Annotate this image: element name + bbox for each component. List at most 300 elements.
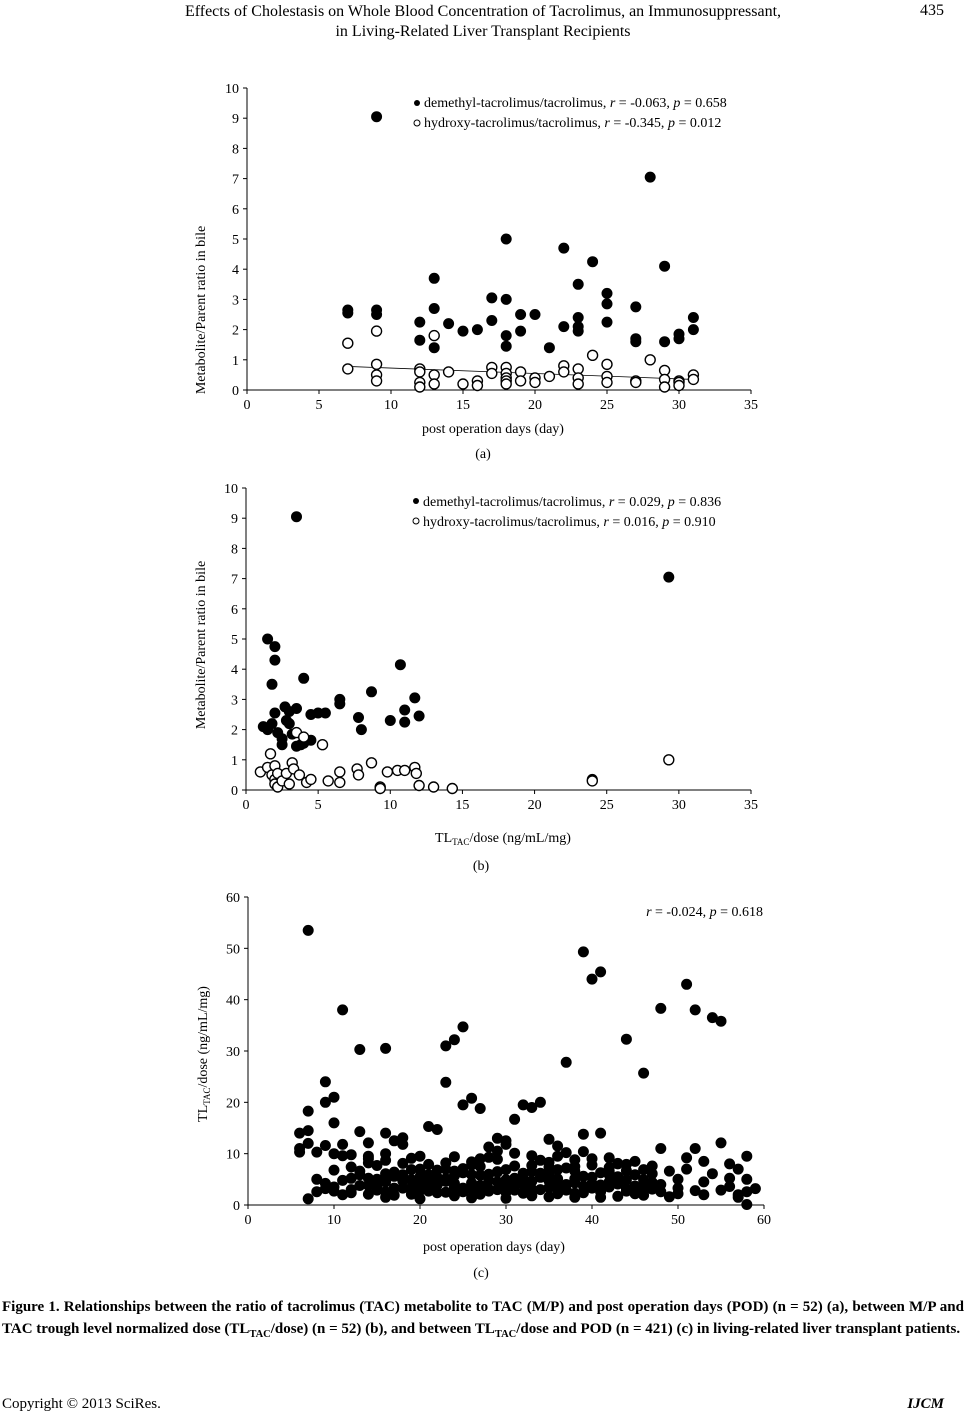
chart-c-point-filled (338, 1139, 348, 1149)
chart-c-point-filled (329, 1118, 339, 1128)
figure-caption: Figure 1. Relationships between the ratio of tacrolimus (TAC) metabolite to TAC (M/P) and post operation days (POD) (n = 52) (a), between M/P and TAC trough level normalized dose $(TL_{TAC}/dose) (n = 52)$ (b), and between $TL_{TAC}$/dose and POD (n = 421) (c) in living-related liver transplant patients. (2, 1299, 964, 1340)
chart-c-point-filled (707, 1169, 717, 1179)
chart-b-point-open (335, 767, 345, 777)
chart-b-ylabel-visible: Metabolite/Parent ratio in bile (194, 560, 209, 730)
chart-a-point-open (458, 379, 468, 389)
chart-c-point-filled (312, 1174, 322, 1184)
chart-a-point-filled (602, 299, 612, 309)
chart-c-ylabel: $TL_{TAC}$/dose (ng/mL/mg) (196, 986, 212, 1122)
chart-c-point-filled (501, 1139, 511, 1149)
chart-a-point-filled (530, 310, 540, 320)
chart-c-point-filled (544, 1192, 554, 1202)
chart-c-point-filled (449, 1191, 459, 1201)
chart-a-point-filled (544, 343, 554, 353)
chart-b-y-tick-label: 2 (231, 723, 238, 739)
chart-c-point-filled (596, 1192, 606, 1202)
chart-c-point-filled (656, 1144, 666, 1154)
chart-a-point-filled (487, 293, 497, 303)
chart-c-y-tick-label: 0 (233, 1199, 240, 1214)
chart-c-point-filled (449, 1035, 459, 1045)
chart-c-point-filled (346, 1173, 356, 1183)
chart-a-point-filled (429, 273, 439, 283)
chart-c-point-filled (381, 1128, 391, 1138)
chart-a-x-tick-label: 5 (315, 398, 323, 413)
chart-a-point-open (631, 377, 641, 387)
chart-b-x-tick-label: 25 (599, 798, 614, 813)
chart-c-point-filled (467, 1093, 477, 1103)
chart-a-point-filled (372, 310, 382, 320)
chart-c-point-filled (656, 1180, 666, 1190)
chart-b-point-filled (356, 725, 366, 735)
chart-c-point-filled (621, 1175, 631, 1185)
chart-b-point-open (411, 768, 421, 778)
chart-c-point-filled (742, 1187, 752, 1197)
chart-a-point-filled (660, 337, 670, 347)
chart-b-y-tick-label: 1 (231, 753, 238, 769)
chart-b-xlabel: $TL_{TAC}$/dose (ng/mL/mg) (435, 831, 571, 847)
chart-c-point-filled (363, 1181, 373, 1191)
chart-b-axes (224, 482, 758, 813)
chart-a-point-open (429, 331, 439, 341)
chart-c-x-tick-label: 10 (327, 1213, 341, 1228)
chart-a-point-filled (501, 331, 511, 341)
chart-b-point-filled (410, 693, 420, 703)
chart-b-point-filled (270, 642, 280, 652)
chart-a-point-open (602, 359, 612, 369)
chart-b-point-filled (263, 634, 273, 644)
chart-b-point-open (284, 779, 294, 789)
chart-c-point-filled (338, 1005, 348, 1015)
chart-b-point-filled (267, 679, 277, 689)
chart-c-point-filled (682, 1153, 692, 1163)
chart-a-ylabel: Metabolite/Parent ratio in bile (194, 225, 209, 395)
chart-c-y-tick-label: 30 (226, 1045, 240, 1060)
chart-c-point-filled (690, 1005, 700, 1015)
chart-c-point-filled (544, 1134, 554, 1144)
chart-c-point-filled (596, 1128, 606, 1138)
chart-c-point-filled (518, 1168, 528, 1178)
chart-c-point-filled (381, 1155, 391, 1165)
chart-a-point-open (660, 382, 670, 392)
chart-c-point-filled (682, 979, 692, 989)
chart-c-point-filled (329, 1186, 339, 1196)
chart-c-point-filled (406, 1153, 416, 1163)
chart-a-x-tick-label: 30 (672, 398, 686, 413)
chart-c-point-filled (467, 1160, 477, 1170)
chart-b-y-tick-label: 10 (224, 482, 238, 497)
chart-a-point-open (487, 368, 497, 378)
chart-c-point-filled (441, 1041, 451, 1051)
chart-c-y-tick-label: 20 (226, 1096, 240, 1112)
chart-c-xlabel: post operation days (day) (423, 1240, 565, 1255)
chart-a-point-open (343, 364, 353, 374)
chart-b-y-tick-label: 9 (231, 512, 238, 528)
legend-b-demethyl: demethyl-tacrolimus/tacrolimus, r = 0.029, p = 0.836 (423, 495, 722, 510)
chart-b-point-open (414, 781, 424, 791)
chart-c-point-filled (303, 1138, 313, 1148)
chart-c-point-filled (742, 1151, 752, 1161)
chart-c-point-filled (553, 1181, 563, 1191)
chart-b-point-open (318, 740, 328, 750)
chart-a-y-tick-label: 1 (232, 353, 239, 369)
chart-c-point-filled (690, 1144, 700, 1154)
chart-b-x-tick-label: 5 (314, 798, 322, 813)
chart-c-point-filled (501, 1175, 511, 1185)
chart-a-y-tick-label: 9 (232, 112, 239, 128)
chart-c-point-filled (441, 1164, 451, 1174)
chart-c-point-filled (467, 1170, 477, 1180)
chart-a-point-open (444, 367, 454, 377)
chart-b-point-filled (335, 699, 345, 709)
chart-a-panel-label: (a) (475, 447, 491, 462)
chart-c-x-tick-label: 0 (244, 1213, 252, 1228)
chart-c-point-filled (561, 1148, 571, 1158)
chart-b-y-tick-label: 6 (231, 602, 238, 618)
chart-c-point-filled (424, 1170, 434, 1180)
chart-c-point-filled (415, 1194, 425, 1204)
running-header (0, 2, 966, 42)
chart-a-point-filled (429, 343, 439, 353)
chart-c-point-filled (570, 1174, 580, 1184)
chart-b-point-filled (385, 716, 395, 726)
chart-a-point-filled (516, 326, 526, 336)
chart-a-point-filled (501, 294, 511, 304)
chart-c-point-filled (320, 1141, 330, 1151)
chart-c-point-filled (621, 1034, 631, 1044)
chart-c-point-filled (355, 1166, 365, 1176)
chart-c-point-filled (682, 1164, 692, 1174)
chart-b-point-open (375, 784, 385, 794)
chart-a-point-open (516, 376, 526, 386)
chart-c-point-filled (303, 1106, 313, 1116)
chart-b-y-tick-label: 5 (231, 633, 238, 648)
chart-a-point-open (372, 326, 382, 336)
chart-c-point-filled (458, 1022, 468, 1032)
chart-c-point-filled (346, 1185, 356, 1195)
chart-a-point-filled (415, 317, 425, 327)
chart-b-x-tick-label: 15 (455, 798, 470, 813)
chart-a-y-tick-label: 10 (225, 82, 239, 97)
chart-c-point-filled (725, 1159, 735, 1169)
chart-b-point-open (306, 774, 316, 784)
chart-c-point-filled (467, 1193, 477, 1203)
chart-c-x-tick-label: 40 (585, 1213, 599, 1228)
chart-c-point-filled (561, 1057, 571, 1067)
chart-b-point-open (354, 770, 364, 780)
chart-b-point-filled (400, 705, 410, 715)
chart-b-y-tick-label: 0 (231, 784, 238, 799)
chart-c-point-filled (621, 1159, 631, 1169)
chart-c-point-filled (329, 1165, 339, 1175)
chart-c-point-filled (553, 1165, 563, 1175)
chart-a-y-tick-label: 6 (232, 202, 239, 218)
chart-c-point-filled (587, 1178, 597, 1188)
chart-c-point-filled (312, 1147, 322, 1157)
header-title-line1: Effects of Cholestasis on Whole Blood Concentration of Tacrolimus, an Immunosuppressant, (184, 3, 782, 20)
chart-a-point-filled (444, 319, 454, 329)
chart-c-point-filled (338, 1151, 348, 1161)
chart-c-point-filled (604, 1153, 614, 1163)
chart-a-point-open (544, 371, 554, 381)
chart-b-point-filled (400, 717, 410, 727)
chart-c-point-filled (381, 1043, 391, 1053)
chart-b-x-tick-label: 0 (242, 798, 250, 813)
chart-c-point-filled (363, 1158, 373, 1168)
chart-b (0, 472, 966, 884)
chart-a-xlabel: post operation days (day) (422, 422, 564, 437)
chart-b-point-filled (354, 713, 364, 723)
chart-a-point-filled (674, 334, 684, 344)
chart-c-point-filled (355, 1045, 365, 1055)
chart-c-point-filled (535, 1097, 545, 1107)
chart-a-x-tick-label: 20 (528, 398, 542, 413)
chart-c-point-filled (742, 1200, 752, 1210)
legend-a-demethyl: demethyl-tacrolimus/tacrolimus, r = -0.063, p = 0.658 (424, 96, 727, 111)
chart-a-x-tick-label: 25 (600, 398, 614, 413)
chart-b-point-filled (270, 655, 280, 665)
chart-a-point-filled (458, 326, 468, 336)
chart-a-point-open (415, 382, 425, 392)
chart-c-point-filled (699, 1190, 709, 1200)
chart-a-point-open (530, 377, 540, 387)
chart-c-point-filled (303, 1194, 313, 1204)
chart-c-y-tick-label: 10 (226, 1147, 240, 1163)
chart-c-point-filled (587, 1160, 597, 1170)
chart-b-y-tick-label: 4 (231, 663, 238, 679)
chart-c-point-filled (415, 1164, 425, 1174)
chart-a-y-tick-label: 8 (232, 142, 239, 158)
chart-a-point-filled (588, 257, 598, 267)
chart-a-point-filled (631, 337, 641, 347)
chart-a-y-tick-label: 0 (232, 384, 239, 399)
chart-b-panel-label: (b) (472, 859, 490, 874)
chart-a-point-open (343, 338, 353, 348)
chart-c-point-filled (553, 1141, 563, 1151)
chart-a-point-open (674, 381, 684, 391)
chart-c-annotation: r = -0.024, p = 0.618 (646, 905, 763, 920)
chart-a-point-filled (559, 322, 569, 332)
chart-b-y-tick-label: 3 (231, 693, 238, 709)
chart-a-points (343, 112, 699, 392)
chart-b-x-tick-label: 35 (744, 798, 758, 813)
chart-c-point-filled (484, 1142, 494, 1152)
footer-copyright: Copyright © 2013 SciRes. (2, 1396, 161, 1412)
chart-c-point-filled (527, 1151, 537, 1161)
chart-a-x-tick-label: 35 (744, 398, 758, 413)
chart-c-point-filled (664, 1166, 674, 1176)
chart-a-point-filled (573, 313, 583, 323)
chart-c-y-tick-label: 50 (226, 942, 240, 958)
chart-a-point-filled (602, 317, 612, 327)
chart-a-point-filled (501, 341, 511, 351)
chart-c-point-filled (527, 1191, 537, 1201)
chart-b-point-filled (395, 660, 405, 670)
chart-b-point-open (429, 782, 439, 792)
chart-b-point-filled (299, 673, 309, 683)
footer-journal: IJCM (907, 1396, 944, 1412)
chart-b-point-open (335, 777, 345, 787)
chart-c-point-filled (510, 1114, 520, 1124)
chart-a (0, 70, 966, 470)
chart-c-point-filled (578, 1147, 588, 1157)
chart-c-point-filled (647, 1161, 657, 1171)
chart-a-point-filled (343, 308, 353, 318)
chart-c-point-filled (398, 1183, 408, 1193)
chart-c-point-filled (699, 1177, 709, 1187)
chart-c-point-filled (320, 1097, 330, 1107)
chart-a-point-filled (645, 172, 655, 182)
chart-b-point-filled (270, 708, 280, 718)
chart-c-point-filled (415, 1180, 425, 1190)
chart-a-y-tick-label: 4 (232, 263, 239, 279)
chart-c-point-filled (742, 1174, 752, 1184)
chart-b-y-tick-label: 8 (231, 542, 238, 558)
chart-a-point-filled (429, 304, 439, 314)
chart-b-point-open (367, 758, 377, 768)
chart-b-point-open (587, 776, 597, 786)
chart-a-point-open (429, 379, 439, 389)
chart-b-points (255, 512, 673, 794)
chart-b-point-filled (284, 719, 294, 729)
chart-c-point-filled (398, 1170, 408, 1180)
chart-c-y-tick-label: 40 (226, 993, 240, 1009)
legend-a-hydroxy: hydroxy-tacrolimus/tacrolimus, r = -0.345, p = 0.012 (424, 116, 722, 131)
chart-b-legend (413, 495, 721, 530)
chart-a-point-open (472, 381, 482, 391)
chart-c-point-filled (725, 1182, 735, 1192)
chart-c-x-tick-label: 20 (413, 1213, 427, 1228)
chart-b-point-filled (320, 708, 330, 718)
chart-c-point-filled (570, 1192, 580, 1202)
chart-c-point-filled (535, 1172, 545, 1182)
chart-a-point-filled (487, 316, 497, 326)
chart-a-y-tick-label: 3 (232, 293, 239, 309)
chart-a-legend (414, 96, 727, 131)
chart-a-point-filled (688, 313, 698, 323)
chart-c-point-filled (372, 1174, 382, 1184)
chart-a-point-filled (602, 288, 612, 298)
chart-c-point-filled (656, 1003, 666, 1013)
chart-c-y-tick-label: 60 (226, 891, 240, 906)
chart-c (0, 884, 966, 1286)
chart-c-point-filled (578, 947, 588, 957)
chart-c-point-filled (475, 1154, 485, 1164)
page-number: 435 (920, 2, 944, 19)
chart-c-point-filled (475, 1104, 485, 1114)
chart-a-point-filled (415, 335, 425, 345)
chart-c-point-filled (733, 1192, 743, 1202)
chart-b-point-open (400, 765, 410, 775)
chart-b-point-open (323, 776, 333, 786)
chart-c-point-filled (381, 1192, 391, 1202)
chart-c-x-tick-label: 60 (757, 1213, 771, 1228)
chart-b-point-filled (664, 572, 674, 582)
chart-b-point-filled (267, 719, 277, 729)
chart-a-point-filled (631, 302, 641, 312)
chart-b-point-filled (292, 704, 302, 714)
chart-a-point-filled (516, 310, 526, 320)
chart-b-y-tick-label: 7 (231, 572, 238, 588)
chart-a-point-filled (573, 279, 583, 289)
chart-b-x-tick-label: 30 (671, 798, 686, 813)
chart-c-point-filled (639, 1068, 649, 1078)
chart-b-point-open (664, 755, 674, 765)
chart-c-point-filled (639, 1190, 649, 1200)
chart-b-point-open (299, 732, 309, 742)
chart-c-point-filled (544, 1157, 554, 1167)
chart-a-point-filled (559, 243, 569, 253)
chart-c-point-filled (501, 1193, 511, 1203)
chart-a-point-filled (501, 234, 511, 244)
chart-b-point-filled (414, 711, 424, 721)
chart-a-point-open (588, 350, 598, 360)
chart-a-point-open (501, 379, 511, 389)
chart-c-point-filled (510, 1148, 520, 1158)
chart-a-point-open (372, 376, 382, 386)
chart-c-x-tick-label: 50 (671, 1213, 685, 1228)
chart-c-x-tick-label: 30 (499, 1213, 513, 1228)
chart-c-point-filled (441, 1077, 451, 1087)
chart-a-point-filled (372, 112, 382, 122)
chart-c-point-filled (596, 967, 606, 977)
chart-a-point-open (415, 367, 425, 377)
chart-c-point-filled (673, 1183, 683, 1193)
chart-a-point-open (688, 374, 698, 384)
chart-c-point-filled (535, 1185, 545, 1195)
chart-a-point-open (372, 359, 382, 369)
chart-c-point-filled (295, 1147, 305, 1157)
chart-c-point-filled (320, 1077, 330, 1087)
chart-c-points (295, 925, 761, 1209)
chart-c-point-filled (303, 1126, 313, 1136)
chart-a-x-tick-label: 0 (243, 398, 251, 413)
chart-c-panel-label: (c) (473, 1266, 489, 1281)
chart-a-point-open (645, 355, 655, 365)
chart-c-point-filled (716, 1016, 726, 1026)
chart-a-y-tick-label: 2 (232, 323, 239, 339)
chart-c-point-filled (518, 1180, 528, 1190)
chart-c-point-filled (716, 1138, 726, 1148)
chart-a-x-tick-label: 10 (384, 398, 398, 413)
chart-c-point-filled (458, 1100, 468, 1110)
chart-c-point-filled (527, 1161, 537, 1171)
chart-c-point-filled (699, 1156, 709, 1166)
chart-a-point-filled (660, 261, 670, 271)
chart-a-point-open (602, 377, 612, 387)
chart-c-point-filled (613, 1191, 623, 1201)
legend-b-hydroxy: hydroxy-tacrolimus/tacrolimus, r = 0.016, p = 0.910 (423, 515, 716, 530)
chart-b-point-open (382, 767, 392, 777)
chart-c-point-filled (355, 1127, 365, 1137)
chart-a-point-open (573, 379, 583, 389)
header-title-line2: in Living-Related Liver Transplant Recipients (335, 23, 631, 40)
chart-c-point-filled (432, 1188, 442, 1198)
chart-a-y-tick-label: 5 (232, 233, 239, 248)
chart-c-point-filled (432, 1125, 442, 1135)
chart-a-point-filled (573, 326, 583, 336)
chart-c-point-filled (398, 1133, 408, 1143)
chart-c-point-filled (570, 1162, 580, 1172)
chart-c-point-filled (492, 1167, 502, 1177)
chart-b-x-tick-label: 10 (383, 798, 398, 813)
chart-c-point-filled (484, 1184, 494, 1194)
chart-b-point-filled (367, 687, 377, 697)
chart-b-point-filled (277, 740, 287, 750)
chart-c-point-filled (587, 974, 597, 984)
chart-a-point-filled (688, 325, 698, 335)
chart-c-point-filled (303, 925, 313, 935)
chart-a-point-open (559, 367, 569, 377)
